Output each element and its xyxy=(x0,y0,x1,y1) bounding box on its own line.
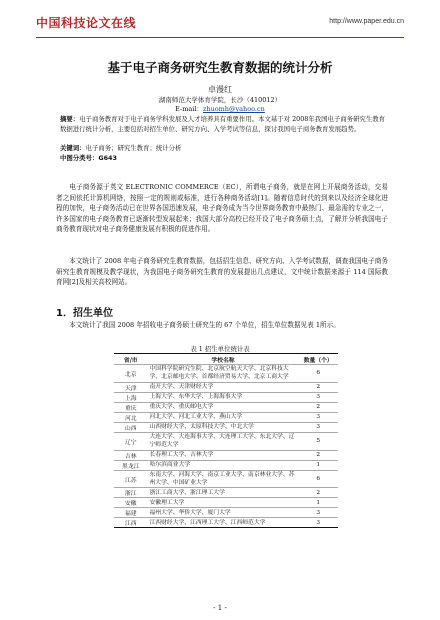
cell-count: 3 xyxy=(298,422,338,432)
table-row xyxy=(114,422,338,432)
author-name: 卓漫红 xyxy=(208,85,232,94)
abstract-text: 电子商务教育对于电子商务学科发展及人才培养具有重要作用。本文基于对 2008年我国电子商务研究生教育数据进行统计分析，主要包括对招生单位、研究方向、入学考试等信息，探讨我国电子商务教育发展趋势。 xyxy=(60,115,386,133)
header-rule xyxy=(36,37,404,38)
cell-count: 1 xyxy=(298,460,338,470)
table-row xyxy=(114,412,338,422)
table-row xyxy=(114,432,338,450)
table-row xyxy=(114,518,338,528)
body-paragraph-2: 本文统计了 2008 年电子商务研究生教育数据，包括招生信息、研究方向、入学考试数据，调查我国电子商务研究生教育规模及教学现状，为我国电子商务研究生教育的发展提出几点建议，文中统计数据来源于 114 国际教育网[2]及相关高校网站。 xyxy=(56,257,388,286)
email-label: E-mail： xyxy=(175,105,203,113)
section-heading-1: 1．招生单位 xyxy=(56,308,113,319)
cell-count: 5 xyxy=(298,432,338,450)
cell-schools: 河北大学、河北工业大学、燕山大学 xyxy=(148,412,299,422)
table-header-row xyxy=(114,354,338,365)
cell-province: 河北 xyxy=(114,412,148,422)
cell-count: 3 xyxy=(298,518,338,528)
cell-province: 重庆 xyxy=(114,402,148,412)
cell-province: 福建 xyxy=(114,508,148,518)
table-caption: 表 1 招生单位统计表 xyxy=(190,345,250,353)
page-header xyxy=(36,14,404,36)
clc-label: 中图分类号： xyxy=(60,154,99,162)
cell-count: 3 xyxy=(298,392,338,402)
cell-count: 6 xyxy=(298,365,338,383)
cell-province: 天津 xyxy=(114,382,148,392)
email-link[interactable]: zhuomh@yahoo.cn xyxy=(202,105,265,113)
table-row xyxy=(114,470,338,488)
clc-value: G643 xyxy=(98,154,117,162)
body-paragraph-1: 电子商务源于英文 ELECTRONIC COMMERCE（EC），所谓电子商务，就是在网上开展商务活动，交易者之间依托计算机网络，按照一定的规则或标准，进行各种商务活动[1]。随着信息时代的到来以及经济全球化进程的加快，电子商务活动已在世界各国迅速发展，电子商务成为当今世界商务教育中最热门、最急需的专业之一，许多国家的电子商务教育已逐渐转型发展起来；我国大部分高校已经开设了电子商务硕士点，了解并分析我国电子商务教育现状对电子商务健康发展有积极的促进作用。 xyxy=(56,183,388,233)
table-row xyxy=(114,450,338,460)
abstract-label: 摘要： xyxy=(60,115,80,123)
keywords-label: 关键词： xyxy=(60,144,86,152)
author-affiliation: 湖南师范大学体育学院，长沙（410012） xyxy=(158,96,282,104)
enrollment-units-table xyxy=(114,353,338,528)
abstract xyxy=(60,114,388,134)
cell-count: 2 xyxy=(298,488,338,498)
cell-province: 江西 xyxy=(114,518,148,528)
table-row xyxy=(114,382,338,392)
cell-schools: 长春理工大学、吉林大学 xyxy=(148,450,299,460)
cell-count: 3 xyxy=(298,508,338,518)
page-number: - 1 - xyxy=(213,604,227,612)
cell-province: 江苏 xyxy=(114,470,148,488)
cell-count: 6 xyxy=(298,470,338,488)
cell-province: 吉林 xyxy=(114,450,148,460)
cell-count: 2 xyxy=(298,450,338,460)
table-row xyxy=(114,402,338,412)
cell-schools: 福州大学、华侨大学、厦门大学 xyxy=(148,508,299,518)
col-header-province: 省/市 xyxy=(114,354,148,365)
cell-province: 黑龙江 xyxy=(114,460,148,470)
cell-count: 2 xyxy=(298,382,338,392)
table-row xyxy=(114,460,338,470)
cell-schools: 中国科学院研究生院、北京航空航天大学、北京科技大学、北京邮电大学、首都经济贸易大学、北京工商大学 xyxy=(148,365,299,383)
cell-count: 3 xyxy=(298,412,338,422)
author-email xyxy=(0,104,440,113)
cell-schools: 安徽理工大学 xyxy=(148,498,299,508)
journal-logo: 中国科技论文在线 xyxy=(36,16,137,30)
cell-schools: 浙江工商大学、浙江理工大学 xyxy=(148,488,299,498)
cell-schools: 江西财经大学、江西理工大学、江西师范大学 xyxy=(148,518,299,528)
paper-title: 基于电子商务研究生教育数据的统计分析 xyxy=(107,60,333,75)
table-row xyxy=(114,498,338,508)
cell-schools: 大连大学、大连海事大学、大连理工大学、东北大学、辽宁师范大学 xyxy=(148,432,299,450)
cell-count: 2 xyxy=(298,402,338,412)
cell-schools: 哈尔滨商业大学 xyxy=(148,460,299,470)
cell-schools: 上海大学、东华大学、上海海事大学 xyxy=(148,392,299,402)
col-header-school: 学校名称 xyxy=(148,354,299,365)
cell-province: 山西 xyxy=(114,422,148,432)
cell-province: 浙江 xyxy=(114,488,148,498)
journal-url[interactable]: http://www.paper.edu.cn xyxy=(329,18,404,25)
cell-province: 安徽 xyxy=(114,498,148,508)
cell-province: 上海 xyxy=(114,392,148,402)
cell-province: 辽宁 xyxy=(114,432,148,450)
col-header-count: 数量（个） xyxy=(298,354,338,365)
cell-count: 1 xyxy=(298,498,338,508)
table-row xyxy=(114,392,338,402)
cell-province: 北京 xyxy=(114,365,148,383)
table-row xyxy=(114,508,338,518)
cell-schools: 山西财经大学、太原科技大学、中北大学 xyxy=(148,422,299,432)
keywords-text: 电子商务；研究生教育；统计分析 xyxy=(85,144,182,152)
keywords xyxy=(60,143,181,152)
table-row xyxy=(114,365,338,383)
classification-number xyxy=(60,153,117,162)
cell-schools: 重庆大学、重庆邮电大学 xyxy=(148,402,299,412)
cell-schools: 东南大学、河海大学、南京工业大学、南京林业大学、苏州大学、中国矿业大学 xyxy=(148,470,299,488)
cell-schools: 南开大学、天津财经大学 xyxy=(148,382,299,392)
body-paragraph-3: 本文统计了我国 2008 年招收电子商务硕士研究生的 67 个单位，招生单位数据见表 1所示。 xyxy=(69,321,340,329)
table-body xyxy=(114,365,338,528)
table-row xyxy=(114,488,338,498)
